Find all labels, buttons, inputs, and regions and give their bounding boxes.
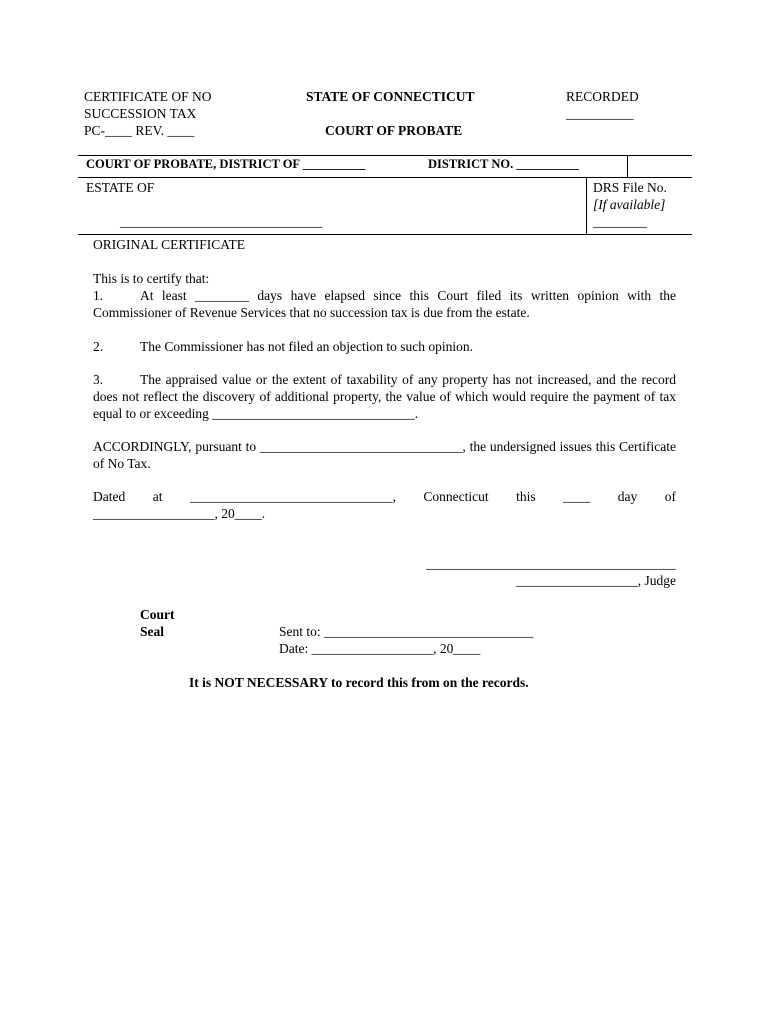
item-1-text: At least ________ days have elapsed since this Court filed its written opinion with the Commissioner of Revenue Services that no succession tax is due from the estate. <box>93 288 676 320</box>
form-title-line2: SUCCESSION TAX <box>84 106 197 121</box>
original-certificate-label: ORIGINAL CERTIFICATE <box>93 237 246 252</box>
estate-name-blank[interactable]: ______________________________ <box>120 214 323 229</box>
item-1 <box>93 287 676 321</box>
drs-file-blank[interactable]: ________ <box>593 214 647 229</box>
of-word: of <box>664 489 676 504</box>
drs-file-block <box>593 179 667 230</box>
drs-file-note: [If available] <box>593 197 666 212</box>
sent-to-block <box>279 623 533 657</box>
form-title-block <box>84 88 211 139</box>
drs-file-label: DRS File No. <box>593 180 667 195</box>
day-word: day <box>617 489 638 504</box>
connecticut-word: Connecticut <box>423 489 489 504</box>
district-no-field[interactable]: DISTRICT NO. __________ <box>428 157 579 171</box>
item-2-text: The Commissioner has not filed an objection to such opinion. <box>140 339 473 354</box>
dated-word: Dated <box>93 489 126 504</box>
item-2-number: 2. <box>93 339 104 354</box>
accordingly-paragraph: ACCORDINGLY, pursuant to ______________________________, the undersigned issues this Certificate of No Tax. <box>93 439 676 471</box>
estate-cell-divider <box>586 177 587 234</box>
court-heading: COURT OF PROBATE <box>325 123 463 138</box>
certify-intro: This is to certify that: <box>93 271 210 286</box>
recorded-block <box>566 88 639 122</box>
court-seal-block <box>140 606 175 640</box>
district-row-rule <box>78 177 692 178</box>
seal-line-2: Seal <box>140 624 165 639</box>
dated-block <box>93 488 676 522</box>
record-notice: It is NOT NECESSARY to record this from on the records. <box>189 675 529 690</box>
district-of-field[interactable]: COURT OF PROBATE, DISTRICT OF __________ <box>86 157 366 171</box>
recorded-label: RECORDED <box>566 89 639 104</box>
at-word: at <box>152 489 163 504</box>
town-blank[interactable]: ______________________________, <box>190 489 396 504</box>
day-blank[interactable]: ____ <box>563 489 591 504</box>
item-3-text: The appraised value or the extent of taxability of any property has not increased, and the record does not reflect the discovery of additional property, the value of which would require the payment of tax equal to or exceeding ______________________________. <box>93 372 676 421</box>
item-3 <box>93 371 676 422</box>
item-2 <box>93 338 676 355</box>
item-3-number: 3. <box>93 372 104 387</box>
judge-name-field[interactable]: __________________, Judge <box>516 573 676 588</box>
seal-line-1: Court <box>140 607 175 622</box>
estate-label: ESTATE OF <box>86 180 155 195</box>
form-number: PC-____ REV. ____ <box>84 123 195 138</box>
estate-row-rule <box>78 234 692 235</box>
district-cell-divider <box>627 155 628 177</box>
recorded-blank[interactable]: __________ <box>566 106 634 121</box>
item-1-number: 1. <box>93 288 104 303</box>
sent-to-field[interactable]: Sent to: _______________________________ <box>279 624 534 639</box>
signature-line[interactable]: _____________________________________ <box>426 556 676 571</box>
sent-date-field[interactable]: Date: __________________, 20____ <box>279 641 481 656</box>
dated-line-2[interactable]: __________________, 20____. <box>93 506 266 521</box>
dated-line-1 <box>93 488 676 505</box>
state-heading: STATE OF CONNECTICUT <box>306 89 475 104</box>
form-title-line1: CERTIFICATE OF NO <box>84 89 212 104</box>
this-word: this <box>516 489 536 504</box>
